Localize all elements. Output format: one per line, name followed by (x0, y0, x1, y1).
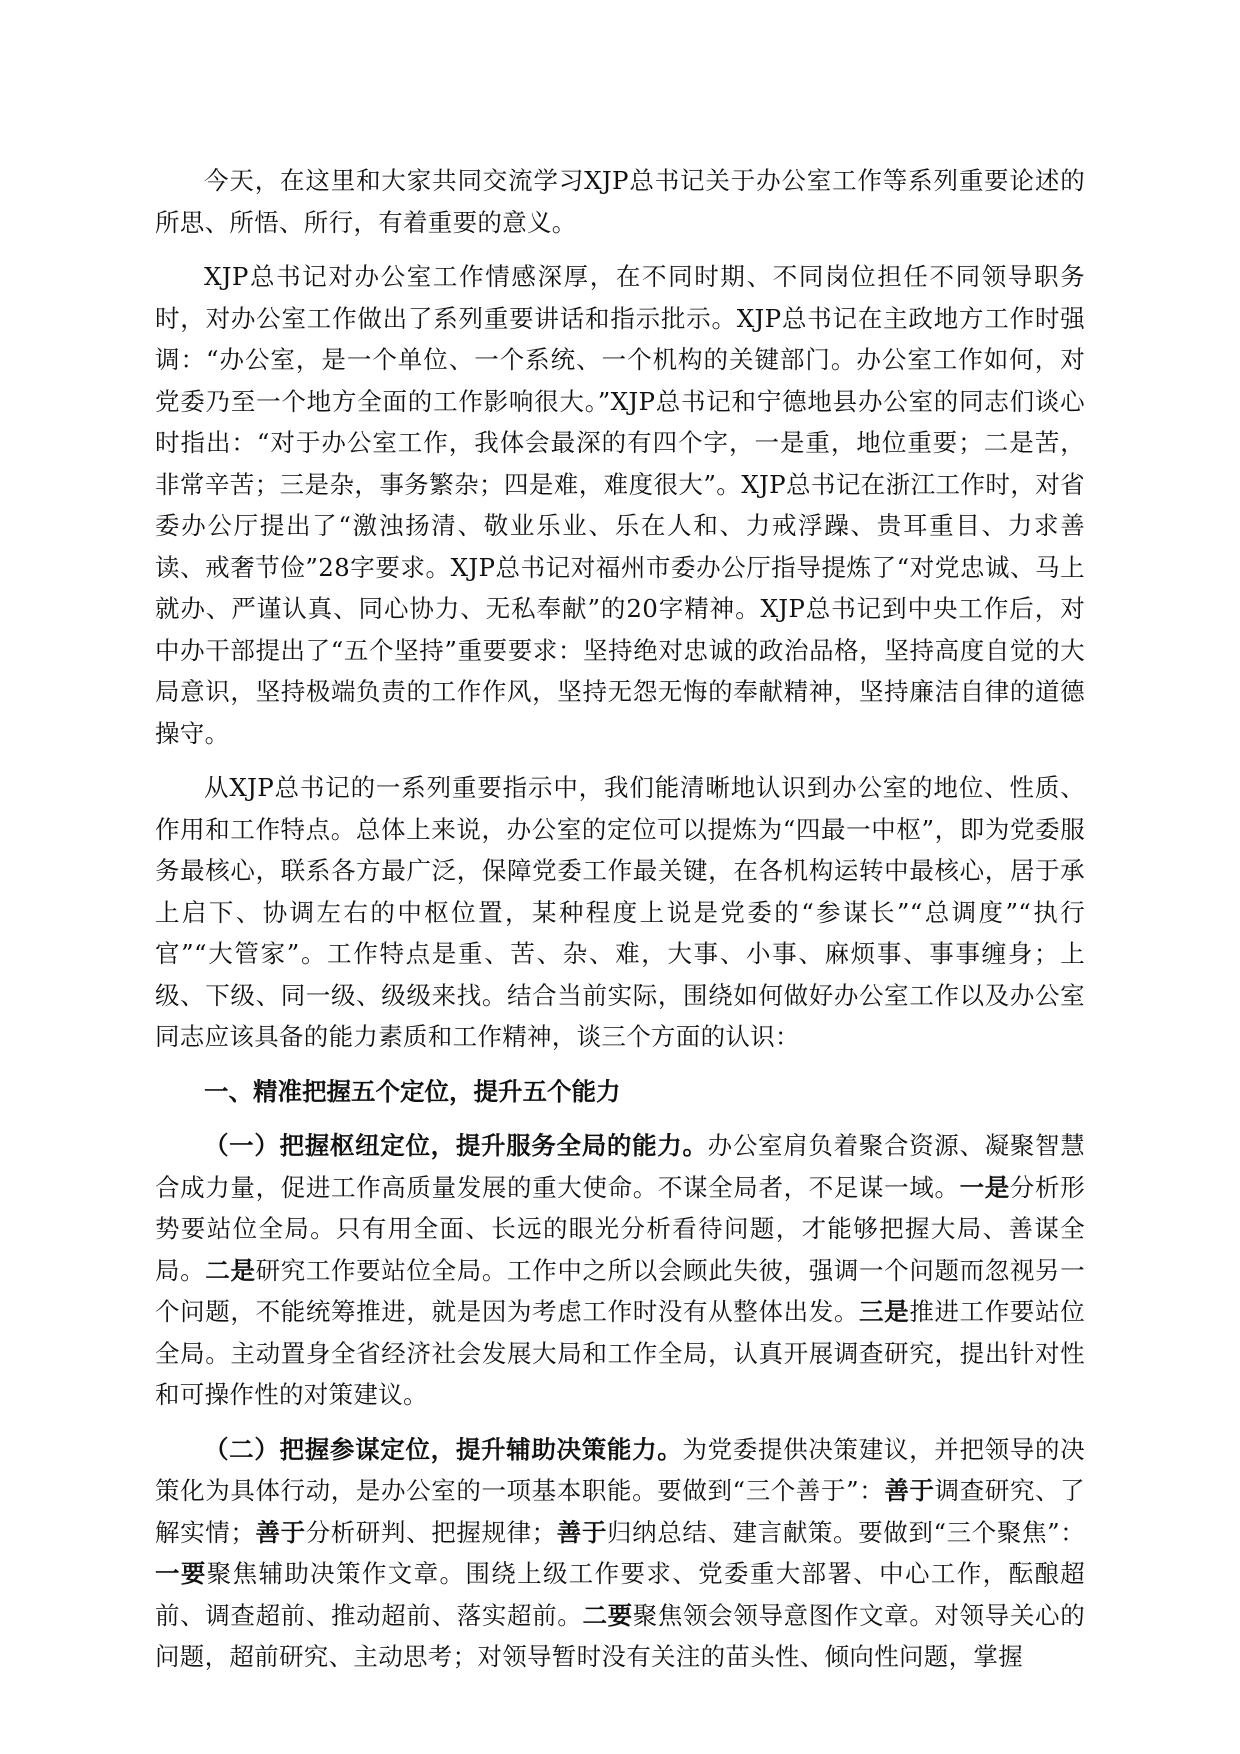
subsection-1 (155, 1125, 1085, 1416)
document-page (155, 160, 1085, 1678)
keyword: 三是 (859, 1297, 910, 1326)
subsection-2-text: 聚焦领会领导意图作文章。对领导关心的问题，超前研究、主动思考；对领导暂时没有关注的苗头性、倾向性问题，掌握 (155, 1600, 1085, 1671)
keyword: 一要 (155, 1559, 207, 1588)
subsection-2-text: 归纳总结、建言献策。要做到“三个聚焦”： (607, 1517, 1086, 1547)
subsection-2-text: 调查研究、了解实情； (155, 1476, 1085, 1547)
keyword: 善于 (255, 1517, 306, 1547)
subsection-2-text: 聚焦辅助决策作文章。围绕上级工作要求、党委重大部署、中心工作，酝酿超前、调查超前、推动超前、落实超前。 (155, 1559, 1085, 1630)
paragraph-positioning: 从XJP总书记的一系列重要指示中，我们能清晰地认识到办公室的地位、性质、作用和工作特点。总体上来说，办公室的定位可以提炼为“四最一中枢”，即为党委服务最核心，联系各方最广泛，保障党委工作最关键，在各机构运转中最核心，居于承上启下、协调左右的中枢位置，某种程度上说是党委的“参谋长”“总调度”“执行官”“大管家”。工作特点是重、苦、杂、难，大事、小事、麻烦事、事事缠身；上级、下级、同一级、级级来找。结合当前实际，围绕如何做好办公室工作以及办公室同志应该具备的能力素质和工作精神，谈三个方面的认识： (155, 773, 1085, 1051)
subsection-2-title: （二）把握参谋定位，提升辅助决策能力。 (204, 1434, 683, 1464)
subsection-1-text: 分析形势要站位全局。只有用全面、长远的眼光分析看待问题，才能够把握大局、善谋全局。 (155, 1172, 1085, 1285)
paragraph-instructions: XJP总书记对办公室工作情感深厚，在不同时期、不同岗位担任不同领导职务时，对办公室工作做出了系列重要讲话和指示批示。XJP总书记在主政地方工作时强调：“办公室，是一个单位、一个系统、一个机构的关键部门。办公室工作如何，对党委乃至一个地方全面的工作影响很大。”XJP总书记和宁德地县办公室的同志们谈心时指出：“对于办公室工作，我体会最深的有四个字，一是重，地位重要；二是苦，非常辛苦；三是杂，事务繁杂；四是难，难度很大”。XJP总书记在浙江工作时，对省委办公厅提出了“激浊扬清、敬业乐业、乐在人和、力戒浮躁、贵耳重目、力求善读、戒奢节俭”28字要求。XJP总书记对福州市委办公厅指导提炼了“对党忠诚、马上就办、严谨认真、同心协力、无私奉献”的20字精神。XJP总书记到中央工作后，对中办干部提出了“五个坚持”重要要求：坚持绝对忠诚的政治品格，坚持高度自觉的大局意识，坚持极端负责的工作作风，坚持无怨无悔的奉献精神，坚持廉洁自律的道德操守。 (155, 262, 1085, 748)
keyword: 善于 (884, 1476, 935, 1505)
subsection-2-text: 分析研判、把握规律； (305, 1517, 557, 1547)
keyword: 二要 (582, 1600, 633, 1630)
section-heading-1: 一、精准把握五个定位，提升五个能力 (204, 1076, 621, 1106)
subsection-2 (155, 1429, 1085, 1678)
subsection-1-title: （一）把握枢纽定位，提升服务全局的能力。 (204, 1131, 708, 1160)
subsection-1-text: 办公室肩负着聚合资源、凝聚智慧合成力量，促进工作高质量发展的重大使命。不谋全局者，不足谋一域。 (155, 1131, 1086, 1202)
subsection-1-text: 研究工作要站位全局。工作中之所以会顾此失彼，强调一个问题而忽视另一个问题，不能统筹推进，就是因为考虑工作时没有从整体出发。 (155, 1255, 1085, 1326)
keyword: 二是 (205, 1255, 256, 1285)
paragraph-intro: 今天，在这里和大家共同交流学习XJP总书记关于办公室工作等系列重要论述的所思、所悟、所行，有着重要的意义。 (155, 166, 1085, 237)
subsection-2-text: 为党委提供决策建议，并把领导的决策化为具体行动，是办公室的一项基本职能。要做到“三个善于”： (155, 1434, 1085, 1505)
keyword: 一是 (959, 1172, 1010, 1202)
subsection-1-text: 推进工作要站位全局。主动置身全省经济社会发展大局和工作全局，认真开展调查研究，提出针对性和可操作性的对策建议。 (155, 1297, 1085, 1409)
keyword: 善于 (556, 1517, 608, 1547)
